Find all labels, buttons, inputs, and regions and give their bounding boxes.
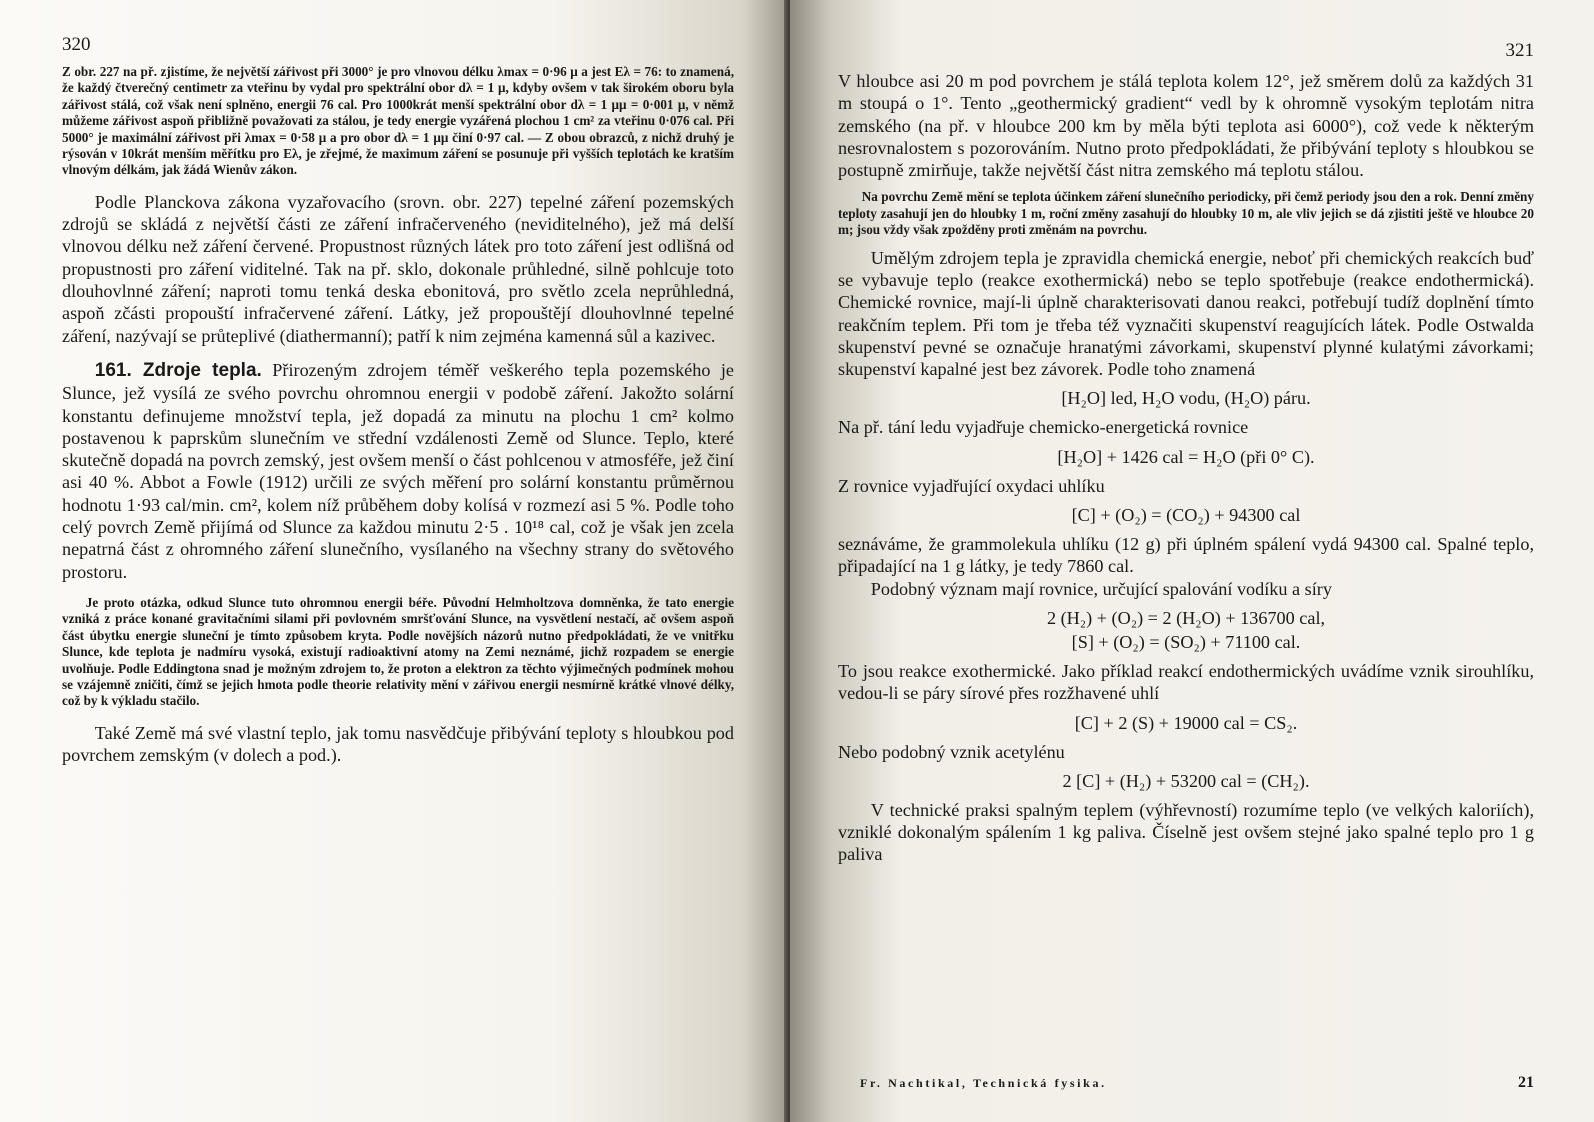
- paragraph-small-sun-energy: Je proto otázka, odkud Slunce tuto ohromnou energii béře. Původní Helmholtzova domněnka, že tato energie vzniká z práce konané gravitačními silami při povlovném smršťování Slunce, na vysvětlení nestačí, ač ovšem aspoň část úbytku energie sluneční je tímto způsobem kryta. Podle novějších názorů nutno předpokládati, že ve vnitřku Slunce, kde teplota je nadmíru vysoká, existují radioaktivní atomy na Zemi neznámé, jichž rozpadem se energie uvolňuje. Podle Eddingtona snad je možným zdrojem to, že proton a elektron za těchto výjimečných podmínek mohou se vzájemně zničiti, čímž se jejich hmota podle theorie relativity mění v zářivou energii nesmírně krátké vlnové délky, což by k výkladu stačilo.: [62, 594, 734, 709]
- paragraph-small-povrch: Na povrchu Země mění se teplota účinkem záření slunečního periodicky, při čemž periody jsou den a rok. Denní změny teploty zasahují jen do hloubky 1 m, roční změny zasahují do hloubky 10 m, ale vliv jejich se dá zjistiti ještě ve hloubce 20 m; jsou vždy však zpožděny proti změnám na povrchu.: [838, 189, 1534, 238]
- paragraph-zdroje: Přirozeným zdrojem téměř veškerého tepla pozemského je Slunce, jež vysílá ze svého povrchu ohromnou energii v podobě záření. Jakožto solární konstantu definujeme množství tepla, jež dopadá za minutu na plochu 1 cm² kolmo postavenou k paprskům slunečním ve střední vzdálenosti Země od Slunce. Teplo, které skutečně dopadá na povrch zemský, jest ovšem menší o část pohlcenou v atmosféře, jež činí asi 40 %. Abbot a Fowle (1912) určili ze svých měření pro solární konstantu průměrnou hodnotu 1·93 cal/min. cm², kolem níž průběhem doby kolísá v rozmezí asi 5 %. Podle toho celý povrch Země přijímá od Slunce za každou minutu 2·5 . 10¹⁸ cal, což je však jen zcela nepatrná část z ohromného záření slunečního, vysílaného na všechny strany do světového prostoru.: [62, 359, 735, 582]
- section-heading: 161. Zdroje tepla.: [94, 359, 262, 381]
- paragraph-technicke: V technické praksi spalným teplem (výhřevností) rozumíme teplo (ve velkých kaloriích), vzniklé dokonalým spálením 1 kg paliva. Číselně jest ovšem stejné jako spalné teplo pro 1 g paliva: [838, 799, 1534, 865]
- formula-carbon: [C] + (O₂) = (CO₂) + 94300 cal: [1071, 505, 1301, 526]
- paragraph-zeme: Také Země má své vlastní teplo, jak tomu nasvědčuje přibývání teploty s hloubkou pod povrchem zemským (v dolech a pod.).: [62, 722, 734, 766]
- section-161: [62, 359, 734, 583]
- formula-acetylene: 2 [C] + (H₂) + 53200 cal = (CH₂).: [1062, 770, 1310, 791]
- paragraph-planck: Podle Planckova zákona vyzařovacího (srovn. obr. 227) tepelné záření pozemských zdrojů se skládá z největší části ze záření infračerveného (neviditelného), jež má delší vlnovou délku než záření červené. Propustnost různých látek pro toto záření jest odlišná od propustnosti pro záření viditelné. Tak na př. sklo, dokonale průhledné, silně pohlcuje toto dlouhovlnné záření; naproti tomu tenká deska ebonitová, pro světlo zcela neprůhledná, aspoň zčásti propouští infračervené záření. Látky, jež propouštějí dlouhovlnné tepelné záření, nazývají se průteplivé (diathermanní); patří k nim zejména kamenná sůl a kazivec.: [62, 191, 734, 346]
- left-page: [0, 0, 790, 1122]
- line-acetylen: Nebo podobný vznik acetylénu: [838, 741, 1065, 762]
- line-tani: Na př. tání ledu vyjadřuje chemicko-energetická rovnice: [838, 417, 1249, 438]
- right-page: [790, 0, 1594, 1122]
- paragraph-tojsou: To jsou reakce exothermické. Jako příklad reakcí endothermických uvádíme vznik sirouhlíku, vedou-li se páry sírové přes rozžhavené uhlí: [838, 660, 1534, 704]
- paragraph-small-wien: Z obr. 227 na př. zjistíme, že největší zářivost při 3000° je pro vlnovou délku λmax = 0·96 μ a jest Eλ = 76: to znamená, že každý čtverečný centimetr za vteřinu by vydal pro spektrální obor dλ = 1 μ, kdyby ovšem v tak širokém oboru byla zářivost stálá, což však není splněno, energii 76 cal. Pro 1000krát menší spektrální obor dλ = 1 μμ = 0·001 μ, v němž můžeme zářivost aspoň přibližně považovati za stálou, je tedy energie vyzářená plochou 1 cm² za vteřinu 0·076 cal. Při 5000° je maximální zářivost při λmax = 0·58 μ a pro obor dλ = 1 μμ činí 0·97 cal. — Z obou obrazců, z nichž druhý je rýsován v 10krát menším měřítku pro Eλ, je zřejmé, že maximum záření se posunuje při vyšších teplotách ke kratším vlnovým délkám, jak žádá Wienův zákon.: [62, 64, 734, 178]
- formula-tani: [H₂O] + 1426 cal = H₂O (při 0° C).: [1057, 446, 1315, 467]
- formula-hydrogen: 2 (H₂) + (O₂) = 2 (H₂O) + 136700 cal,: [1046, 607, 1326, 628]
- footer-author: Fr. Nachtikal, Technická fysika.: [860, 1076, 1107, 1090]
- footer-signature: 21: [1518, 1074, 1534, 1091]
- page-number: 321: [1505, 40, 1534, 61]
- formula-sulfur: [S] + (O₂) = (SO₂) + 71100 cal.: [1071, 631, 1301, 652]
- line-oxydace: Z rovnice vyjadřující oxydaci uhlíku: [838, 475, 1105, 496]
- page-footer: [860, 1074, 1534, 1092]
- paragraph-podobny: Podobný význam mají rovnice, určující spalování vodíku a síry: [870, 578, 1332, 599]
- paragraph-seznavame: seznáváme, že grammolekula uhlíku (12 g) při úplném spálení vydá 94300 cal. Spalné teplo, připadající na 1 g látky, je tedy 7860 cal.: [838, 534, 1534, 577]
- paragraph-hloubka: V hloubce asi 20 m pod povrchem je stálá teplota kolem 12°, jež směrem dolů za každých 31 m stoupá o 1°. Tento „geothermický gradient“ vedl by k ohromně vysokým teplotám nitra zemského (na př. v hloubce 200 km by měla býti teplota asi 6000°), což vede k některým nesrovnalostem s pozorováním. Nutno proto předpokládati, že přibývání teploty s hloubkou se postupně zmirňuje, takže největší část nitra zemského má teplotu stálou.: [838, 71, 1534, 181]
- page-number: 320: [62, 34, 91, 55]
- formula-states: [H₂O] led, H₂O vodu, (H₂O) páru.: [1061, 388, 1311, 409]
- paragraph-umely-zdroj: Umělým zdrojem tepla je zpravidla chemická energie, neboť při chemických reakcích buď se vybavuje teplo (reakce exothermická) nebo se teplo spotřebuje (reakce endothermická). Chemické rovnice, mají-li úplně charakterisovati danou reakci, potřebují tudíž doplnění tímto reakčním teplem. Při tom je třeba též vyznačiti skupenství reagujících látek. Podle Ostwalda skupenství pevné se označuje hranatými závorkami, skupenství plynné kulatými závorkami; skupenství kapalné jest bez závorek. Podle toho znamená: [838, 247, 1534, 380]
- formula-cs2: [C] + 2 (S) + 19000 cal = CS₂.: [1074, 712, 1298, 733]
